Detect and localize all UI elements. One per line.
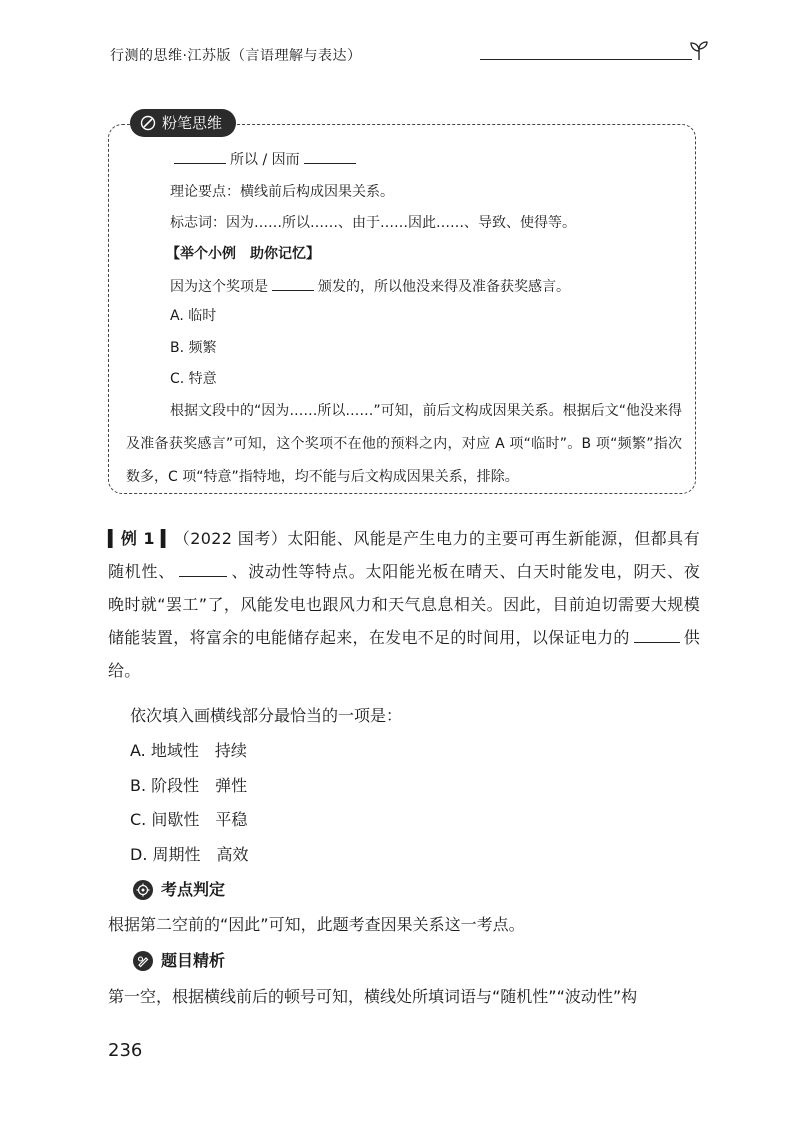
example-sentence-start: 因为这个奖项是 bbox=[170, 279, 268, 295]
section-jingxi-heading bbox=[133, 950, 225, 972]
page-number: 236 bbox=[108, 1040, 143, 1061]
example-option-a: A. 临时 bbox=[170, 308, 217, 324]
blank-line bbox=[174, 149, 226, 164]
example-1-tag: ▍例 1 ▍ bbox=[108, 529, 174, 548]
section-kaodian-title: 考点判定 bbox=[161, 880, 226, 899]
option-c: C. 间歇性 平稳 bbox=[130, 810, 248, 829]
blank-line bbox=[272, 276, 314, 291]
option-d: D. 周期性 高效 bbox=[130, 845, 249, 864]
example-option-c: C. 特意 bbox=[170, 371, 217, 387]
target-icon bbox=[133, 880, 153, 900]
option-a: A. 地域性 持续 bbox=[130, 741, 247, 760]
blank-line bbox=[634, 628, 680, 643]
blank-line bbox=[179, 562, 227, 577]
sprout-icon bbox=[688, 40, 710, 62]
example-explanation: 根据文段中的“因为……所以……”可知，前后文构成因果关系。根据后文“他没来得及准备获奖感言”可知，这个奖项不在他的预料之内，对应 A 项“临时”。B 项“频繁”指次数多，C 项“特意”指特地，均不能与后文构成因果关系，排除。 bbox=[126, 403, 682, 485]
chalk-tag-label: 粉笔思维 bbox=[162, 114, 223, 132]
section-jingxi-title: 题目精析 bbox=[161, 951, 226, 970]
example-1-text-a: （2022 国考）太阳能、风能是产生电力的主要可再生新能源，但都具有随机性、 bbox=[108, 529, 700, 581]
theory-point: 理论要点：横线前后构成因果关系。 bbox=[170, 184, 394, 200]
example-1-text-c: 供给。 bbox=[108, 628, 700, 680]
example-option-b: B. 频繁 bbox=[170, 340, 217, 356]
example-sentence bbox=[170, 276, 570, 297]
marker-words: 标志词：因为……所以……、由于……因此……、导致、使得等。 bbox=[170, 215, 576, 231]
example-1-stem bbox=[108, 522, 700, 687]
option-b: B. 阶段性 弹性 bbox=[130, 776, 248, 795]
question-prompt: 依次填入画横线部分最恰当的一项是： bbox=[130, 706, 403, 725]
example-1-text-b: 、波动性等特点。太阳能光板在晴天、白天时能发电，阴天、夜晚时就“罢工”了，风能发电也跟风力和天气息息相关。因此，目前迫切需要大规模储能装置，将富余的电能储存起来，在发电不足的时间用，以保证电力的 bbox=[108, 562, 700, 647]
running-header bbox=[110, 46, 710, 70]
example-title: 【举个小例 助你记忆】 bbox=[166, 246, 320, 262]
example-sentence-end: 颁发的，所以他没来得及准备获奖感言。 bbox=[318, 279, 570, 295]
header-rule bbox=[480, 59, 692, 60]
section-kaodian-text: 根据第二空前的“因此”可知，此题考查因果关系这一考点。 bbox=[108, 915, 525, 934]
blank-line bbox=[304, 149, 356, 164]
formula-connector: 所以 / 因而 bbox=[230, 152, 300, 168]
section-kaodian-heading bbox=[133, 879, 225, 901]
pen-icon bbox=[133, 951, 153, 971]
chalk-icon bbox=[140, 115, 156, 131]
book-title: 行测的思维·江苏版（言语理解与表达） bbox=[110, 48, 362, 64]
formula-line bbox=[170, 149, 360, 170]
chalk-thinking-tag bbox=[130, 109, 236, 137]
section-jingxi-text: 第一空，根据横线前后的顿号可知，横线处所填词语与“随机性”“波动性”构 bbox=[108, 987, 638, 1006]
